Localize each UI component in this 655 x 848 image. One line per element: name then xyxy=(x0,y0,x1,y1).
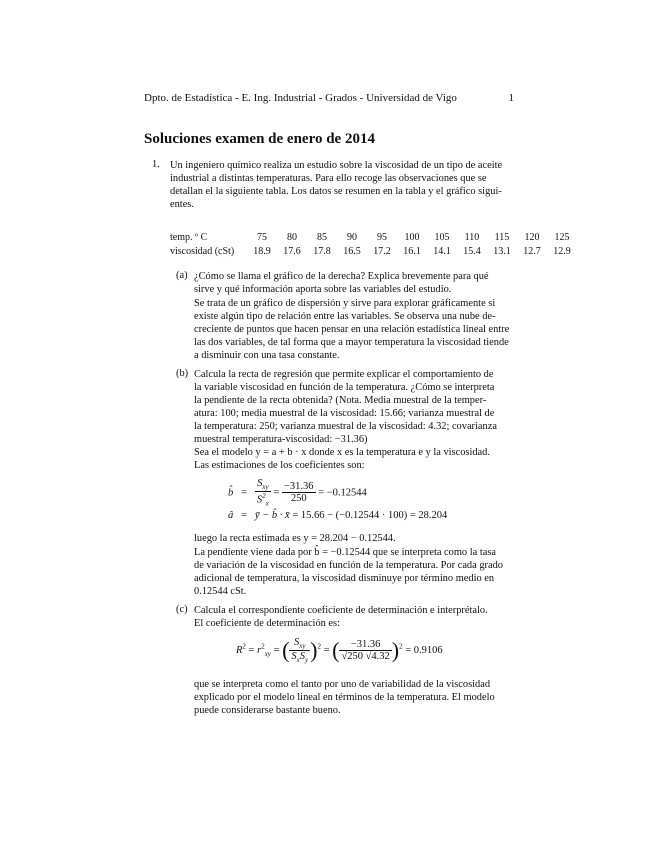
slope-line: La pendiente viene dada por b̂ = −0.12544 que se interpreta como la tasa xyxy=(194,547,496,558)
intro-line: industrial a distintas temperaturas. Para ello recoge las observaciones que se xyxy=(170,173,487,184)
visc-cell: 12.9 xyxy=(553,246,571,257)
estimates-line: Las estimaciones de los coeficientes son: xyxy=(194,460,365,471)
eq3-numerator: −31.36 xyxy=(339,639,391,651)
equation-a-hat: â = ȳ − b̂ · x̄ = 15.66 − (−0.12544 · 100) = 28.204 xyxy=(228,510,448,521)
part-a-answer: creciente de puntos que hacen pensar en una relación estadística lineal entre xyxy=(194,324,510,335)
eq3-denominator: √250 √4.32 xyxy=(341,651,390,663)
part-c-label: (c) xyxy=(176,604,188,615)
part-c-question: Calcula el correspondiente coeficiente de determinación e interprétalo. xyxy=(194,605,488,616)
part-a-question: sirve y qué información aporta sobre las variables del estudio. xyxy=(194,284,452,295)
temp-cell: 85 xyxy=(317,232,327,243)
row-label-temp: temp. º C xyxy=(170,232,208,243)
intro-line: Un ingeniero químico realiza un estudio sobre la viscosidad de un tipo de aceite xyxy=(170,160,503,171)
part-c-answer: explicado por el modelo lineal en términos de la temperatura. El modelo xyxy=(194,692,495,703)
part-b-question: atura: 100; media muestral de la viscosidad: 15.66; varianza muestral de xyxy=(194,408,495,419)
temp-cell: 90 xyxy=(347,232,357,243)
slope-line: de variación de la viscosidad en función de la temperatura. Por cada grado xyxy=(194,560,503,571)
intro-line: entes. xyxy=(170,199,194,210)
part-c-intro: El coeficiente de determinación es: xyxy=(194,618,340,629)
eq2-result: = 15.66 − (−0.12544 · 100) = 28.204 xyxy=(292,510,448,521)
page-number: 1 xyxy=(508,92,514,104)
visc-cell: 17.2 xyxy=(373,246,391,257)
part-c-answer: que se interpreta como el tanto por uno de variabilidad de la viscosidad xyxy=(194,679,491,690)
page-title: Soluciones examen de enero de 2014 xyxy=(144,131,375,147)
part-c-answer: puede considerarse bastante bueno. xyxy=(194,705,341,716)
equation-b-hat: b̂ = $\frac{S_{xy}}{S^2_x}$ = $\frac{-31.36}{250}$ = −0.12544 xyxy=(228,478,367,508)
part-b-question: la pendiente de la recta obtenida? (Nota. Media muestral de la temper- xyxy=(194,395,487,406)
part-a-label: (a) xyxy=(176,270,188,281)
part-b-label: (b) xyxy=(176,368,189,379)
eq1-result: = −0.12544 xyxy=(318,487,367,499)
part-b-question: Calcula la recta de regresión que permite explicar el comportamiento de xyxy=(194,369,494,380)
slope-line: adicional de temperatura, la viscosidad disminuye por término medio en xyxy=(194,573,495,584)
slope-line: 0.12544 cSt. xyxy=(194,586,247,597)
equation-r2: $R^2 = r^2_{xy}$ = ( $\frac{S_{xy}}{S_xS_y}$ )$^2$ = ( $\frac{-31.36}{√250 √4.32}$ )$^2$ = 0.9106 xyxy=(236,637,443,665)
visc-cell: 16.1 xyxy=(403,246,421,257)
temp-cell: 115 xyxy=(494,232,510,243)
visc-cell: 16.5 xyxy=(343,246,361,257)
eq1-numerator: −31.36 xyxy=(283,481,314,493)
visc-cell: 12.7 xyxy=(523,246,541,257)
eq1-denominator: 250 xyxy=(290,493,307,505)
visc-cell: 17.8 xyxy=(313,246,331,257)
visc-cell: 17.6 xyxy=(283,246,301,257)
temp-cell: 105 xyxy=(434,232,450,243)
temp-cell: 95 xyxy=(377,232,387,243)
part-a-answer: a disminuir con una tasa constante. xyxy=(194,350,340,361)
temp-cell: 80 xyxy=(287,232,297,243)
temp-cell: 75 xyxy=(257,232,267,243)
visc-cell: 14.1 xyxy=(433,246,451,257)
temp-cell: 100 xyxy=(404,232,420,243)
eq3-result: = 0.9106 xyxy=(405,645,443,656)
part-b-question: la variable viscosidad en función de la temperatura. ¿Cómo se interpreta xyxy=(194,382,495,393)
visc-cell: 15.4 xyxy=(463,246,481,257)
part-b-question: la temperatura: 250; varianza muestral de la viscosidad: 4.32; covarianza xyxy=(194,421,497,432)
temp-cell: 120 xyxy=(524,232,540,243)
question-number: 1. xyxy=(152,159,160,170)
part-a-answer: Se trata de un gráfico de dispersión y sirve para explorar gráficamente si xyxy=(194,298,496,309)
temp-cell: 125 xyxy=(554,232,570,243)
page-header xyxy=(144,92,514,104)
fitted-line: luego la recta estimada es y = 28.204 − 0.12544. xyxy=(194,533,396,544)
row-label-visc: viscosidad (cSt) xyxy=(170,246,235,257)
header-text: Dpto. de Estadística - E. Ing. Industrial - Grados - Universidad de Vigo xyxy=(144,92,457,104)
visc-cell: 18.9 xyxy=(253,246,271,257)
part-a-answer: las dos variables, de tal forma que a mayor temperatura la viscosidad tiende xyxy=(194,337,509,348)
intro-line: detallan el la siguiente tabla. Los datos se resumen en la tabla y el gráfico sigui- xyxy=(170,186,502,197)
part-a-question: ¿Cómo se llama el gráfico de la derecha? Explica brevemente para qué xyxy=(194,271,489,282)
temp-cell: 110 xyxy=(464,232,480,243)
part-b-question: muestral temperatura-viscosidad: −31.36) xyxy=(194,434,368,445)
visc-cell: 13.1 xyxy=(493,246,511,257)
part-a-answer: existe algún tipo de relación entre las variables. Se observa una nube de- xyxy=(194,311,496,322)
model-line: Sea el modelo y = a + b · x donde x es la temperatura e y la viscosidad. xyxy=(194,447,490,458)
